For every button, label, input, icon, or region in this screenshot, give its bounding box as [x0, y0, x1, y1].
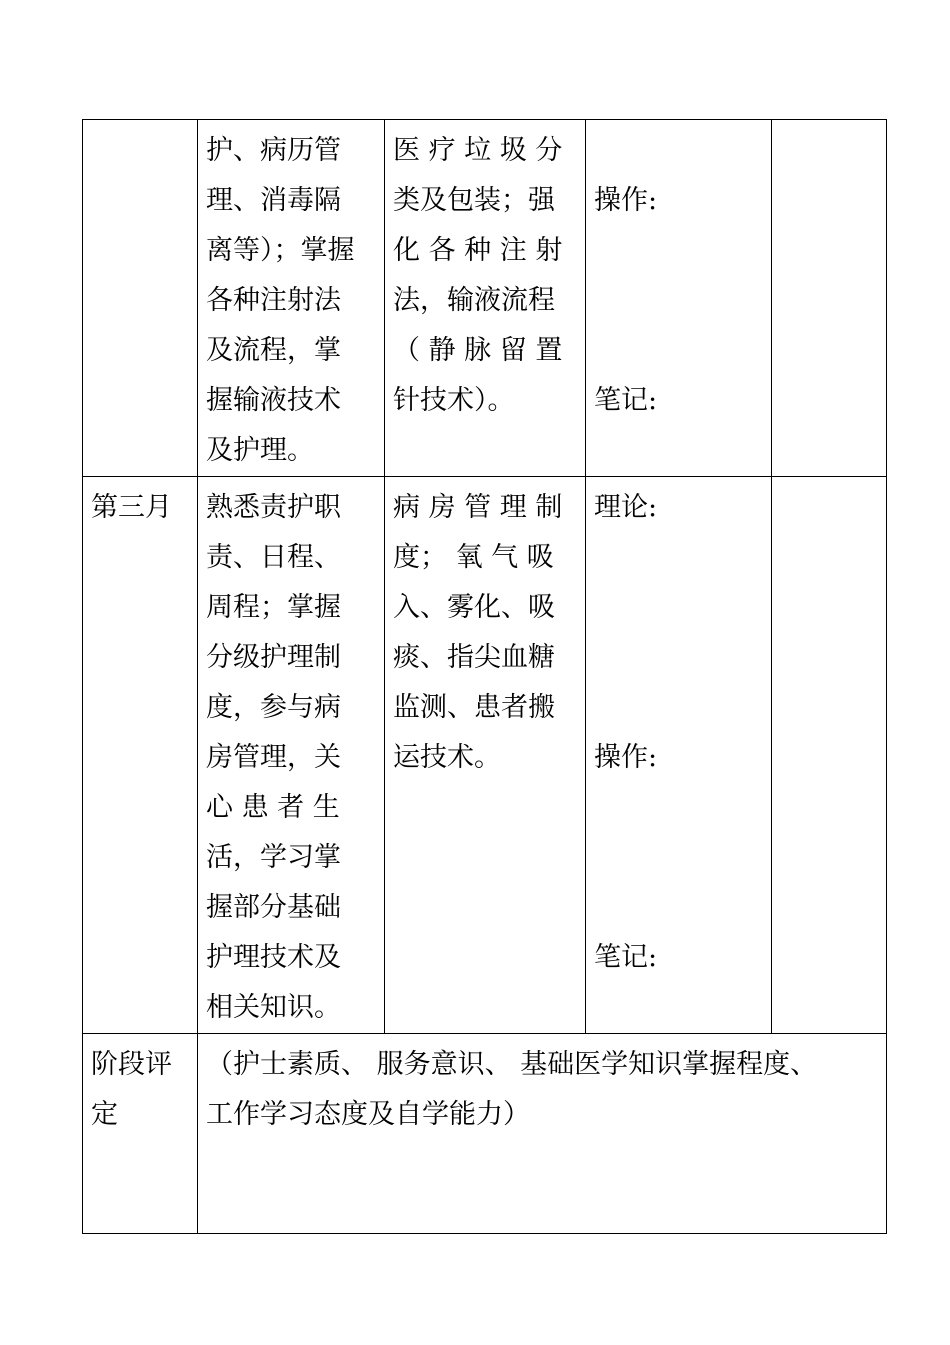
training-content: 熟悉责护职 责、日程、 周程；掌握 分级护理制 度，参与病 房管理，关 心 患 者 生 活，学习掌 握部分基础 护理技术及 相关知识。 — [206, 492, 341, 1023]
notes-label: 笔记: — [594, 942, 658, 973]
training-focus: 病 房 管 理 制 度； 氧 气 吸 入、雾化、吸 痰、指尖血糖 监测、患者搬 运技术。 — [393, 492, 563, 773]
stage-evaluation-label: 阶段评 定 — [91, 1049, 172, 1130]
stage-evaluation-cell — [198, 1034, 887, 1234]
table-row — [83, 1034, 887, 1234]
table-row — [83, 120, 887, 477]
operation-label: 操作: — [594, 742, 658, 773]
table-row — [83, 477, 887, 1034]
content-cell — [198, 477, 385, 1034]
content-cell — [198, 120, 385, 477]
training-content: 护、病历管 理、消毒隔 离等）；掌握 各种注射法 及流程，掌 握输液技术 及护理。 — [206, 135, 355, 466]
notes-label: 笔记: — [594, 385, 658, 416]
signature-cell — [772, 120, 887, 477]
month-cell — [83, 120, 198, 477]
signature-cell — [772, 477, 887, 1034]
assessment-cell — [586, 120, 772, 477]
training-schedule-table — [82, 119, 887, 1234]
stage-label-cell — [83, 1034, 198, 1234]
assessment-cell — [586, 477, 772, 1034]
stage-evaluation-text: （护士素质、 服务意识、 基础医学知识掌握程度、 工作学习态度及自学能力） — [206, 1049, 818, 1130]
operation-label: 操作: — [594, 185, 658, 216]
month-cell — [83, 477, 198, 1034]
focus-cell — [385, 477, 586, 1034]
theory-label: 理论: — [594, 492, 658, 523]
focus-cell — [385, 120, 586, 477]
month-label: 第三月 — [91, 492, 172, 523]
training-focus: 医 疗 垃 圾 分 类及包装；强 化 各 种 注 射 法，输液流程 （ 静 脉 留 置 针技术）。 — [393, 135, 563, 416]
